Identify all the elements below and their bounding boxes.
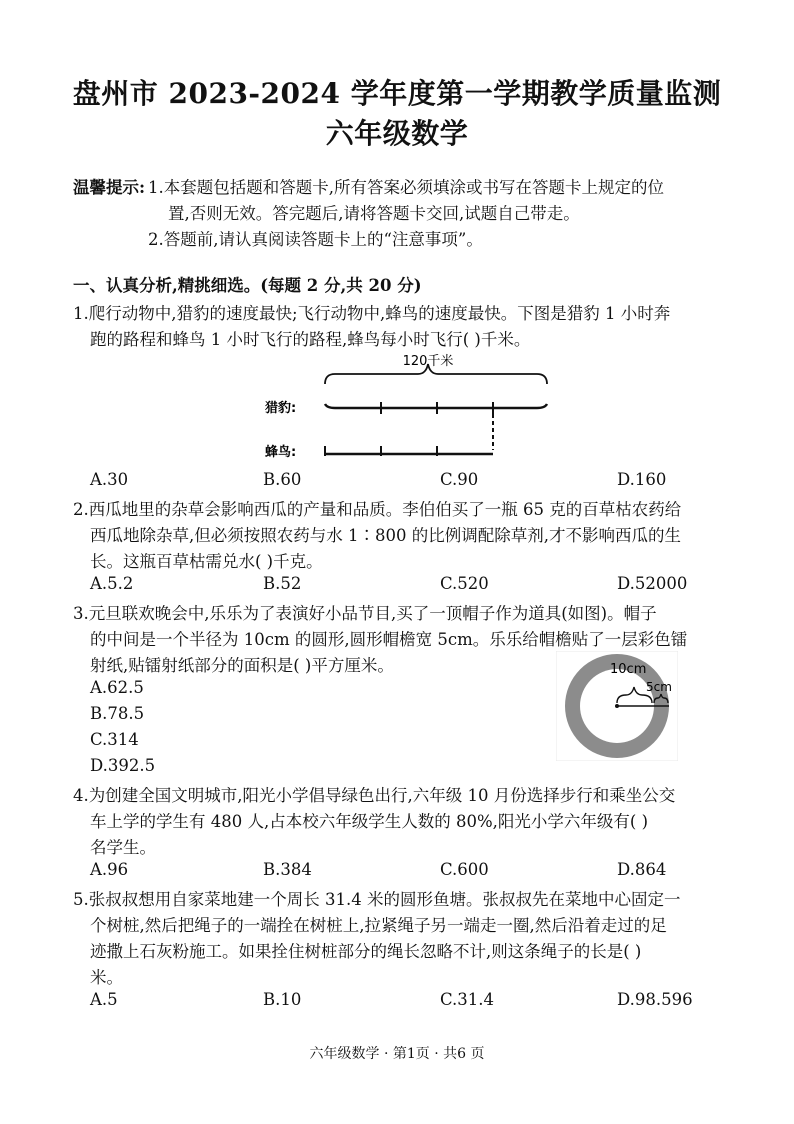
q3-option-d: D.392.5 xyxy=(90,756,156,775)
q5-line-4: 米。 xyxy=(90,968,123,987)
notice-line-3: 2.答题前,请认真阅读答题卡上的“注意事项”。 xyxy=(148,230,483,249)
q2-line-3: 长。这瓶百草枯需兑水( )千克。 xyxy=(90,552,323,571)
q4-option-a: A.96 xyxy=(90,860,129,879)
q3-line-1: 3.元旦联欢晚会中,乐乐为了表演好小品节目,买了一顶帽子作为道具(如图)。帽子 xyxy=(73,604,657,623)
exam-subtitle: 六年级数学 xyxy=(325,117,469,150)
q3-label-radius: 10cm xyxy=(610,662,647,677)
q3-option-c: C.314 xyxy=(90,730,139,749)
q2-line-2: 西瓜地除杂草,但必须按照农药与水 1∶800 的比例调配除草剂,才不影响西瓜的生 xyxy=(90,526,681,545)
q5-line-3: 迹撒上石灰粉施工。如果拴住树桩部分的绳长忽略不计,则这条绳子的长是( ) xyxy=(90,942,642,961)
q5-option-a: A.5 xyxy=(90,990,118,1009)
q1-option-a: A.30 xyxy=(90,470,129,489)
q2-option-b: B.52 xyxy=(263,574,302,593)
q1-diagram-top-label: 120千米 xyxy=(402,354,454,369)
q3-line-2: 的中间是一个半径为 10cm 的圆形,圆形帽檐宽 5cm。乐乐给帽檐贴了一层彩色镭 xyxy=(90,630,688,649)
notice-label: 温馨提示: xyxy=(73,178,146,197)
q1-row1-label: 猎豹: xyxy=(265,401,297,416)
q5-line-1: 5.张叔叔想用自家菜地建一个周长 31.4 米的圆形鱼塘。张叔叔先在菜地中心固定一 xyxy=(73,890,681,909)
q4-option-c: C.600 xyxy=(440,860,489,879)
q1-line-1: 1.爬行动物中,猎豹的速度最快;飞行动物中,蜂鸟的速度最快。下图是猎豹 1 小时奔 xyxy=(73,304,671,323)
exam-title: 盘州市 2023-2024 学年度第一学期教学质量监测 xyxy=(72,77,722,110)
q1-option-c: C.90 xyxy=(440,470,479,489)
q1-option-b: B.60 xyxy=(263,470,302,489)
q2-line-1: 2.西瓜地里的杂草会影响西瓜的产量和品质。李伯伯买了一瓶 65 克的百草枯农药给 xyxy=(73,500,682,519)
q5-option-b: B.10 xyxy=(263,990,302,1009)
q3-option-b: B.78.5 xyxy=(90,704,145,723)
q3-hat-diagram xyxy=(556,651,678,761)
q1-row2-label: 蜂鸟: xyxy=(265,445,297,460)
notice-line-2: 置,否则无效。答完题后,请将答题卡交回,试题自己带走。 xyxy=(168,204,580,223)
q4-line-3: 名学生。 xyxy=(90,838,156,857)
q4-line-1: 4.为创建全国文明城市,阳光小学倡导绿色出行,六年级 10 月份选择步行和乘坐公交 xyxy=(73,786,676,805)
q3-line-3: 射纸,贴镭射纸部分的面积是( )平方厘米。 xyxy=(90,656,394,675)
q3-label-width: 5cm xyxy=(646,680,672,694)
q2-option-a: A.5.2 xyxy=(90,574,134,593)
q5-line-2: 个树桩,然后把绳子的一端拴在树桩上,拉紧绳子另一端走一圈,然后沿着走过的足 xyxy=(90,916,667,935)
q5-option-c: C.31.4 xyxy=(440,990,495,1009)
q1-line-2: 跑的路程和蜂鸟 1 小时飞行的路程,蜂鸟每小时飞行( )千米。 xyxy=(90,330,531,349)
page-footer: 六年级数学 · 第1页 · 共6 页 xyxy=(309,1046,485,1062)
section-heading: 一、认真分析,精挑细选。(每题 2 分,共 20 分) xyxy=(73,276,422,295)
q1-option-d: D.160 xyxy=(617,470,667,489)
q4-line-2: 车上学的学生有 480 人,占本校六年级学生人数的 80%,阳光小学六年级有( ) xyxy=(90,812,649,831)
notice-line-1: 1.本套题包括题和答题卡,所有答案必须填涂或书写在答题卡上规定的位 xyxy=(148,178,664,197)
q1-line-segment-diagram xyxy=(255,350,565,470)
q2-option-d: D.52000 xyxy=(617,574,688,593)
q4-option-d: D.864 xyxy=(617,860,667,879)
q3-option-a: A.62.5 xyxy=(90,678,144,697)
q4-option-b: B.384 xyxy=(263,860,312,879)
q5-option-d: D.98.596 xyxy=(617,990,693,1009)
q2-option-c: C.520 xyxy=(440,574,489,593)
